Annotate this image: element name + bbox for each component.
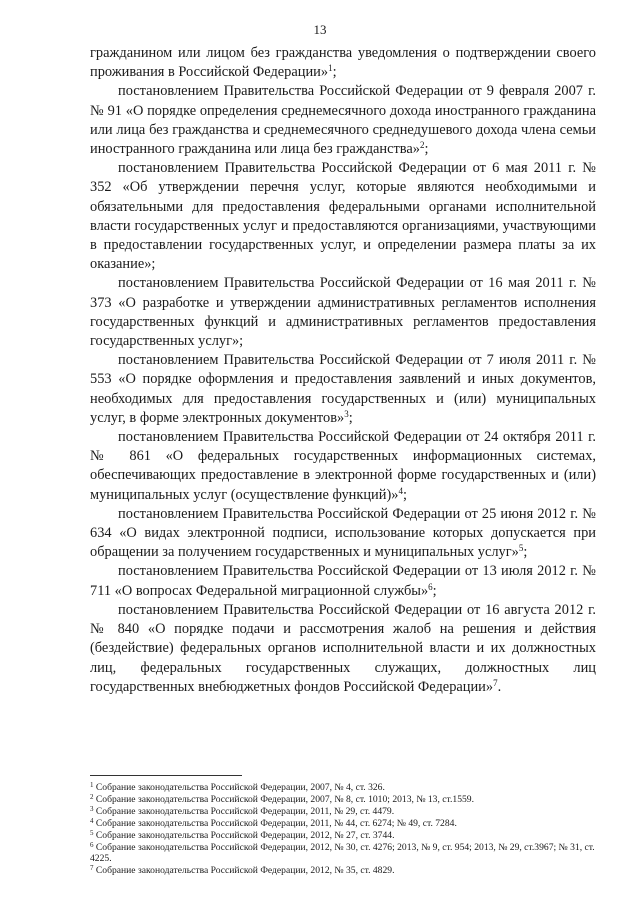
paragraph-tail: . bbox=[497, 678, 502, 695]
footnote-number: 4 bbox=[90, 816, 94, 825]
footnotes bbox=[90, 782, 596, 877]
paragraph bbox=[90, 428, 596, 505]
paragraph-tail: ; bbox=[424, 141, 429, 158]
paragraph-text: постановлением Правительства Российской Федерации от 9 февраля 2007 г. № 91 «О порядке определения среднемесячного дохода иностранного гражданина или лица без гражданства и среднемесячного среднедушевого дохода члена семьи иностранного гражданина или лица без гражданства» bbox=[90, 83, 596, 158]
footnote bbox=[90, 818, 596, 830]
paragraph bbox=[90, 601, 596, 697]
footnote bbox=[90, 865, 596, 877]
paragraph bbox=[90, 82, 596, 159]
paragraph-text: гражданином или лицом без гражданства уведомления о подтверждении своего проживания в Российской Федерации» bbox=[90, 45, 596, 81]
footnote-ref: 1 bbox=[328, 63, 333, 74]
paragraph-tail: ; bbox=[348, 409, 353, 426]
footnote bbox=[90, 794, 596, 806]
footnote-text: Собрание законодательства Российской Федерации, 2012, № 30, ст. 4276; 2013, № 9, ст. 954; 2013, № 29, ст.3967; № 31, ст. 4225. bbox=[90, 841, 595, 865]
footnote bbox=[90, 782, 596, 794]
paragraph-text: постановлением Правительства Российской Федерации от 24 октября 2011 г. № 861 «О федеральных государственных информационных системах, обеспечивающих предоставление в электронной форме государственных и (или) муниципальных услуг (осуществление функций)» bbox=[90, 429, 596, 503]
paragraph bbox=[90, 159, 596, 274]
paragraph-tail: ; bbox=[402, 486, 407, 503]
footnote bbox=[90, 806, 596, 818]
paragraph bbox=[90, 274, 596, 351]
footnote-text: Собрание законодательства Российской Федерации, 2007, № 8, ст. 1010; 2013, № 13, ст.1559. bbox=[95, 793, 474, 805]
paragraph-text: постановлением Правительства Российской Федерации от 7 июля 2011 г. № 553 «О порядке оформления и предоставления заявлений и иных документов, необходимых для предоставления государственных и (или) муниципальных услуг, в форме электронных документов» bbox=[90, 352, 596, 426]
footnote-ref: 3 bbox=[344, 408, 349, 419]
footnote-divider bbox=[90, 775, 242, 776]
footnote-number: 7 bbox=[90, 864, 94, 873]
footnote bbox=[90, 842, 596, 866]
footnote-ref: 7 bbox=[493, 677, 498, 688]
paragraph-tail: ; bbox=[332, 64, 337, 81]
paragraph-text: постановлением Правительства Российской Федерации от 25 июня 2012 г. № 634 «О видах электронной подписи, использование которых допускается при обращении за получением государственных и муниципальных услуг» bbox=[90, 505, 596, 561]
footnote-number: 5 bbox=[90, 828, 94, 837]
paragraph bbox=[90, 505, 596, 563]
footnote-ref: 5 bbox=[518, 543, 524, 554]
footnote-number: 6 bbox=[90, 840, 94, 849]
paragraph-text: постановлением Правительства Российской Федерации от 16 августа 2012 г. № 840 «О порядке подачи и рассмотрения жалоб на решения и действия (бездействие) федеральных органов исполнительной власти и их должностных лиц, федеральных государственных служащих, должностных лиц государственных внебюджетных фондов Российской Федерации» bbox=[90, 601, 596, 695]
main-text bbox=[90, 44, 596, 697]
paragraph-tail: ; bbox=[523, 544, 528, 561]
paragraph bbox=[90, 44, 596, 82]
footnote-text: Собрание законодательства Российской Федерации, 2011, № 44, ст. 6274; № 49, ст. 7284. bbox=[95, 817, 457, 829]
footnote-text: Собрание законодательства Российской Федерации, 2012, № 35, ст. 4829. bbox=[95, 865, 395, 877]
footnote-ref: 2 bbox=[419, 140, 425, 151]
footnote bbox=[90, 830, 596, 842]
paragraph-text: постановлением Правительства Российской Федерации от 6 мая 2011 г. № 352 «Об утверждении перечня услуг, которые являются необходимыми и обязательными для предоставления федеральными органами исполнительной власти государственных услуг и предоставляются организациями, участвующими в предоставлении государственных услуг, и определении размера платы за их оказание»; bbox=[90, 160, 596, 273]
footnote-number: 2 bbox=[90, 792, 94, 801]
paragraph-text: постановлением Правительства Российской Федерации от 16 мая 2011 г. № 373 «О разработке и утверждении административных регламентов исполнения государственных функций и административных регламентов предоставления государственных услуг»; bbox=[90, 275, 596, 350]
footnote-text: Собрание законодательства Российской Федерации, 2012, № 27, ст. 3744. bbox=[95, 829, 395, 841]
paragraph-text: постановлением Правительства Российской Федерации от 13 июля 2012 г. № 711 «О вопросах Федеральной миграционной службы» bbox=[90, 563, 596, 599]
footnote-number: 3 bbox=[90, 804, 94, 813]
paragraph-tail: ; bbox=[432, 582, 437, 599]
paragraph bbox=[90, 562, 596, 600]
footnote-ref: 4 bbox=[398, 485, 403, 496]
footnote-ref: 6 bbox=[428, 581, 433, 592]
page-number: 13 bbox=[313, 22, 327, 37]
footnote-text: Собрание законодательства Российской Федерации, 2011, № 29, ст. 4479. bbox=[95, 805, 395, 817]
footnote-number: 1 bbox=[90, 781, 94, 789]
paragraph bbox=[90, 351, 596, 428]
footnote-text: Собрание законодательства Российской Федерации, 2007, № 4, ст. 326. bbox=[95, 782, 385, 793]
